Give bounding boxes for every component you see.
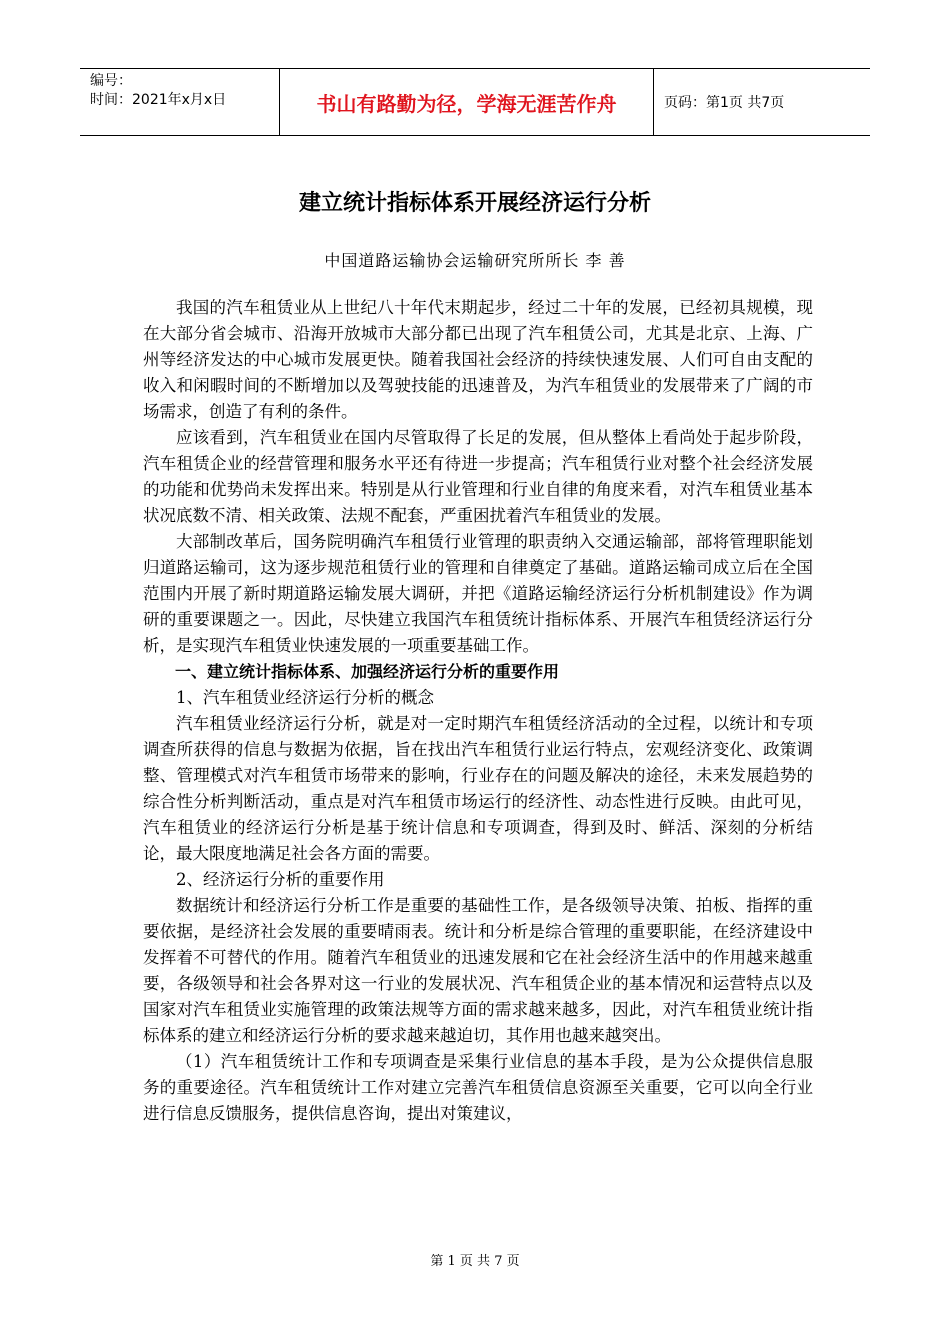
document-author: 中国道路运输协会运输研究所所长 李 善 — [324, 251, 626, 270]
paragraph: 应该看到，汽车租赁业在国内尽管取得了长足的发展，但从整体上看尚处于起步阶段，汽车租赁企业的经营管理和服务水平还有待进一步提高；汽车租赁行业对整个社会经济发展的功能和优势尚未发挥出来。特别是从行业管理和行业自律的角度来看，对汽车租赁业基本状况底数不清、相关政策、法规不配套，严重困扰着汽车租赁业的发展。 — [143, 428, 813, 525]
section-heading: 一、建立统计指标体系、加强经济运行分析的重要作用 — [175, 662, 560, 681]
motto: 书山有路勤为径，学海无涯苦作舟 — [280, 69, 654, 135]
page-info: 页码：第1页 共7页 — [664, 95, 785, 111]
number-label: 编号： — [90, 73, 132, 89]
paragraph: （1）汽车租赁统计工作和专项调查是采集行业信息的基本手段，是为公众提供信息服务的重要途径。汽车租赁统计工作对建立完善汽车租赁信息资源至关重要，它可以向全行业进行信息反馈服务，提供信息咨询，提出对策建议， — [143, 1052, 813, 1123]
document-title: 建立统计指标体系开展经济运行分析 — [298, 191, 651, 216]
time-label: 时间：2021年x月x日 — [90, 92, 227, 108]
page-footer: 第 1 页 共 7 页 — [430, 1254, 520, 1269]
header-meta — [80, 69, 280, 135]
subsection-heading: 2、经济运行分析的重要作用 — [176, 870, 385, 889]
document-body — [143, 295, 813, 1127]
subsection-heading: 1、汽车租赁业经济运行分析的概念 — [176, 688, 434, 707]
paragraph: 大部制改革后，国务院明确汽车租赁行业管理的职责纳入交通运输部，部将管理职能划归道路运输司，这为逐步规范租赁行业的管理和自律奠定了基础。道路运输司成立后在全国范围内开展了新时期道路运输发展大调研，并把《道路运输经济运行分析机制建设》作为调研的重要课题之一。因此，尽快建立我国汽车租赁统计指标体系、开展汽车租赁经济运行分析，是实现汽车租赁业快速发展的一项重要基础工作。 — [143, 532, 813, 655]
paragraph: 我国的汽车租赁业从上世纪八十年代末期起步，经过二十年的发展，已经初具规模，现在大部分省会城市、沿海开放城市大部分都已出现了汽车租赁公司，尤其是北京、上海、广州等经济发达的中心城市发展更快。随着我国社会经济的持续快速发展、人们可自由支配的收入和闲暇时间的不断增加以及驾驶技能的迅速普及，为汽车租赁业的发展带来了广阔的市场需求，创造了有利的条件。 — [143, 298, 813, 421]
header-table — [80, 68, 870, 136]
paragraph: 数据统计和经济运行分析工作是重要的基础性工作，是各级领导决策、拍板、指挥的重要依据，是经济社会发展的重要晴雨表。统计和分析是综合管理的重要职能，在经济建设中发挥着不可替代的作用。随着汽车租赁业的迅速发展和它在社会经济生活中的作用越来越重要，各级领导和社会各界对这一行业的发展状况、汽车租赁企业的基本情况和运营特点以及国家对汽车租赁业实施管理的政策法规等方面的需求越来越多，因此，对汽车租赁业统计指标体系的建立和经济运行分析的要求越来越迫切，其作用也越来越突出。 — [143, 896, 813, 1045]
paragraph: 汽车租赁业经济运行分析，就是对一定时期汽车租赁经济活动的全过程，以统计和专项调查所获得的信息与数据为依据，旨在找出汽车租赁行业运行特点，宏观经济变化、政策调整、管理模式对汽车租赁市场带来的影响，行业存在的问题及解决的途径，未来发展趋势的综合性分析判断活动，重点是对汽车租赁市场运行的经济性、动态性进行反映。由此可见，汽车租赁业的经济运行分析是基于统计信息和专项调查，得到及时、鲜活、深刻的分析结论，最大限度地满足社会各方面的需要。 — [143, 714, 813, 863]
